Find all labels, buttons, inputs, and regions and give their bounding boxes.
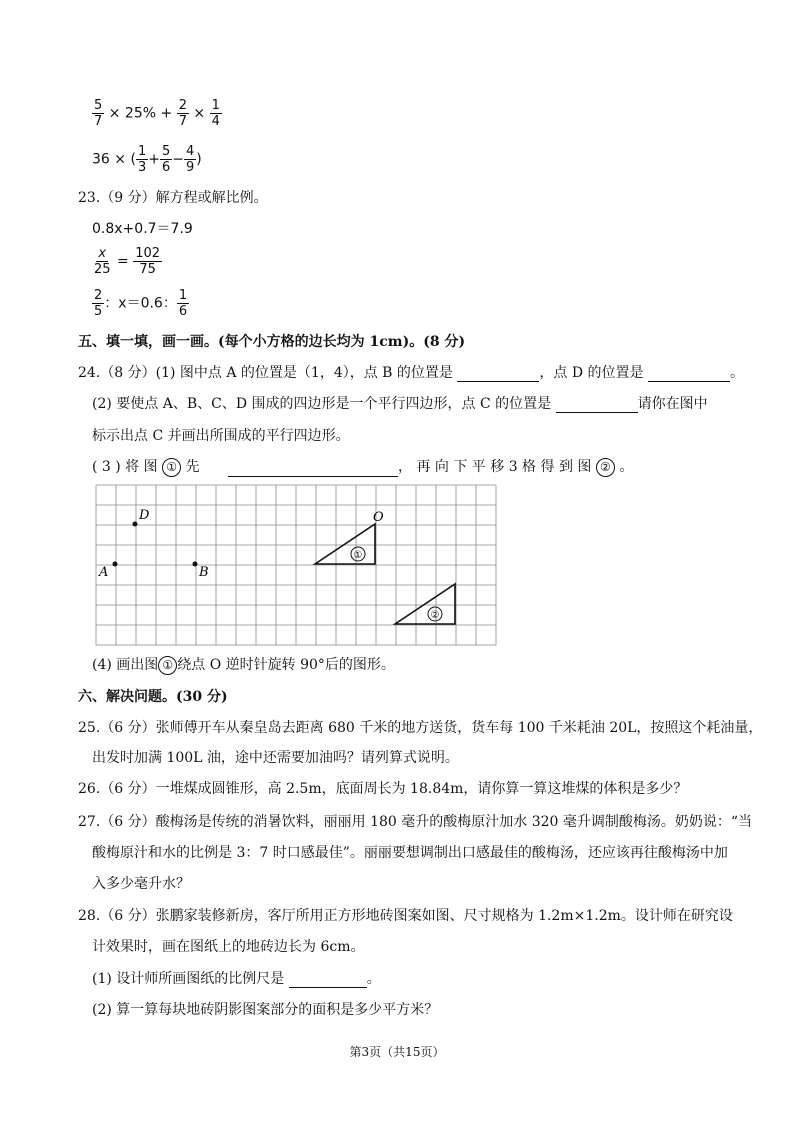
- q23-equation-1: 0.8x+0.7＝7.9: [92, 221, 193, 237]
- fraction: $\frac{4}{9}$: [185, 144, 195, 175]
- q28-line-2: 计效果时，画在图纸上的地砖边长为 6cm。: [92, 939, 365, 955]
- q23-title: 23.（9 分）解方程或解比例。: [78, 190, 268, 206]
- q28-line-4: (2) 算一算每块地砖阴影图案部分的面积是多少平方米？: [92, 1002, 439, 1018]
- label-d: D: [139, 508, 150, 523]
- q25-line-2: 出发时加满 100L 油，途中还需要加油吗？请列算式说明。: [92, 750, 459, 766]
- fraction: $\frac{5}{6}$: [161, 144, 171, 175]
- q27-line-3: 入多少毫升水？: [92, 876, 190, 892]
- figure-2-label: ②: [596, 458, 615, 477]
- q24-line-1: 24.（8 分）(1) 图中点 A 的位置是（1，4），点 B 的位置是 ，点 D 的位置是 。: [78, 365, 744, 381]
- expression-1: $\frac{5}{7}$ × 25% + $\frac{2}{7}$ × $\frac{1}{4}$: [94, 98, 220, 129]
- triangle-1-number: ①: [353, 550, 363, 561]
- triangle-2-number: ②: [430, 610, 440, 621]
- answer-blank[interactable]: [648, 367, 730, 382]
- triangle-1: [315, 524, 375, 564]
- fraction: $\frac{1}{4}$: [211, 98, 220, 129]
- label-a: A: [99, 565, 109, 580]
- point-b: [193, 562, 198, 567]
- coordinate-grid: [95, 484, 497, 646]
- section-5-heading: 五、填一填，画一画。(每个小方格的边长均为 1cm)。(8 分): [78, 334, 466, 350]
- point-a: [113, 562, 118, 567]
- point-d: [133, 522, 138, 527]
- fraction: $\frac{1}{6}$: [178, 288, 188, 319]
- fraction: $\frac{2}{5}$: [94, 288, 103, 319]
- q28-line-1: 28.（6 分）张鹏家装修新房，客厅所用正方形地砖图案如图、尺寸规格为 1.2m×1.2m。设计师在研究设: [78, 908, 733, 924]
- q23-equation-2: $\frac{x}{25}$ = $\frac{102}{75}$: [94, 246, 161, 277]
- page-footer: 第3页（共15页）: [349, 1045, 445, 1059]
- figure-1-label: ①: [162, 458, 181, 477]
- q24-line-3: 标示出点 C 并画出所围成的平行四边形。: [92, 428, 350, 444]
- fraction: $\frac{2}{7}$: [178, 98, 187, 129]
- fraction: $\frac{1}{3}$: [137, 144, 147, 175]
- q23-equation-3: $\frac{2}{5}$ ：x＝0.6： $\frac{1}{6}$: [94, 288, 188, 319]
- label-b: B: [199, 565, 209, 580]
- q25-line-1: 25.（6 分）张师傅开车从秦皇岛去距离 680 千米的地方送货，货车每 100 千米耗油 20L，按照这个耗油量，: [78, 720, 763, 736]
- triangle-2: [395, 584, 455, 624]
- answer-blank[interactable]: [556, 398, 638, 413]
- q27-line-1: 27.（6 分）酸梅汤是传统的消暑饮料，丽丽用 180 毫升的酸梅原汁加水 320 毫升调制酸梅汤。奶奶说：“当: [78, 814, 753, 830]
- fraction: $\frac{102}{75}$: [135, 246, 161, 277]
- section-6-heading: 六、解决问题。(30 分): [78, 689, 228, 705]
- q24-line-5: (4) 画出图 ① 绕点 O 逆时针旋转 90°后的图形。: [92, 657, 395, 673]
- label-o: O: [373, 510, 384, 525]
- fraction: $\frac{x}{25}$: [94, 246, 111, 277]
- expression-2: 36 × ( $\frac{1}{3}$ + $\frac{5}{6}$ − $\frac{4}{9}$ ): [92, 144, 202, 175]
- q24-line-2: (2) 要使点 A、B、C、D 围成的四边形是一个平行四边形，点 C 的位置是 请你在图中: [92, 396, 708, 412]
- answer-blank[interactable]: [228, 462, 398, 477]
- q28-line-3: (1) 设计师所画图纸的比例尺是 。: [92, 971, 381, 987]
- q27-line-2: 酸梅原汁和水的比例是 3：7 时口感最佳”。丽丽要想调制出口感最佳的酸梅汤，还应该再往酸梅汤中加: [92, 845, 728, 861]
- figure-1-label: ①: [158, 656, 177, 675]
- fraction: $\frac{5}{7}$: [94, 98, 103, 129]
- q26-line-1: 26.（6 分）一堆煤成圆锥形，高 2.5m，底面周长为 18.84m，请你算一算这堆煤的体积是多少？: [78, 781, 688, 797]
- q24-line-4: ( 3 ) 将 图 ① 先 ， 再 向 下 平 移 3 格 得 到 图 ② 。: [92, 459, 634, 475]
- answer-blank[interactable]: [457, 367, 539, 382]
- answer-blank[interactable]: [289, 973, 367, 988]
